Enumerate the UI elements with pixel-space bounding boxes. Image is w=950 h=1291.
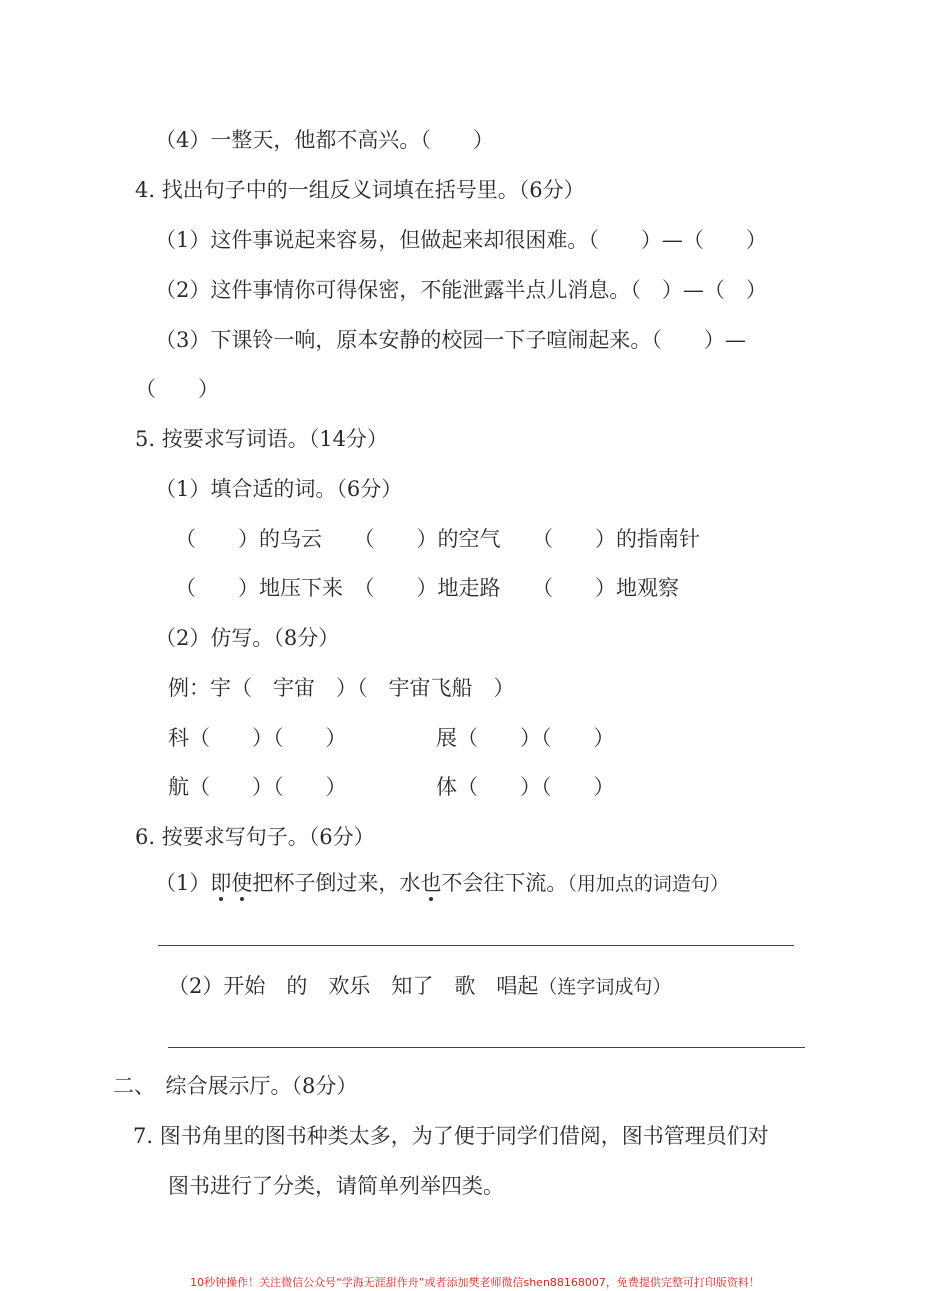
q5-word-ke: 科（ ）（ ） [168, 726, 347, 750]
q3-item-4: （4）一整天，他都不高兴。（ ） [155, 128, 494, 152]
q5-item-1: （1）填合适的词。（6分） [155, 477, 403, 501]
question-5-title: 5. 按要求写词语。（14分） [135, 427, 388, 451]
emphasis-char-ji: 即 [210, 871, 232, 895]
q6-item-1 [155, 868, 729, 899]
q6-item-1-middle: 把杯子倒过来，水 [252, 871, 421, 895]
q6-item-1-prefix: （1） [155, 871, 211, 895]
q6-item-1-end: 不会往下流。 [441, 871, 568, 895]
q4-item-3: （3）下课铃一响，原本安静的校园一下子喧闹起来。（ ）— [155, 328, 746, 352]
question-7-line-1: 7. 图书角里的图书种类太多，为了便于同学们借阅，图书管理员们对 [133, 1124, 769, 1148]
q4-item-3-continued: （ ） [135, 377, 219, 401]
answer-line-2[interactable] [168, 1047, 805, 1048]
q6-item-2 [168, 971, 671, 1002]
answer-line-1[interactable] [158, 945, 794, 946]
q5-example: 例：宇（ 宇宙 ）（ 宇宙飞船 ） [168, 676, 515, 700]
q5-word-hang: 航（ ）（ ） [168, 775, 347, 799]
q6-item-2-hint: （连字词成句） [538, 976, 672, 998]
q5-fill-row-2: （ ）地压下来 （ ）地走路 （ ）地观察 [175, 576, 679, 600]
q5-item-2: （2）仿写。（8分） [155, 626, 340, 650]
q4-item-2: （2）这件事情你可得保密，不能泄露半点儿消息。（ ）—（ ） [155, 278, 767, 302]
emphasis-char-shi: 使 [231, 871, 253, 895]
q5-word-zhan: 展（ ）（ ） [436, 726, 615, 750]
question-4-title: 4. 找出句子中的一组反义词填在括号里。（6分） [135, 178, 585, 202]
question-6-title: 6. 按要求写句子。（6分） [135, 825, 375, 849]
question-7-line-2: 图书进行了分类，请简单列举四类。 [168, 1174, 504, 1198]
emphasis-char-ye: 也 [420, 871, 442, 895]
q6-item-1-hint: （用加点的词造句） [567, 873, 729, 895]
q5-fill-row-1: （ ）的乌云 （ ）的空气 （ ）的指南针 [175, 527, 700, 551]
q5-word-ti: 体（ ）（ ） [436, 775, 615, 799]
section-2-title: 二、 综合展示厅。（8分） [113, 1074, 358, 1098]
footer-promo-text: 10秒钟操作！关注微信公众号“学海无涯甜作舟”或者添加樊老师微信shen88168007，免费提供完整可打印版资料！ [190, 1276, 760, 1289]
q4-item-1: （1）这件事说起来容易，但做起来却很困难。（ ）—（ ） [155, 228, 767, 252]
q6-item-2-words: （2）开始 的 欢乐 知了 歌 唱起 [168, 974, 539, 998]
